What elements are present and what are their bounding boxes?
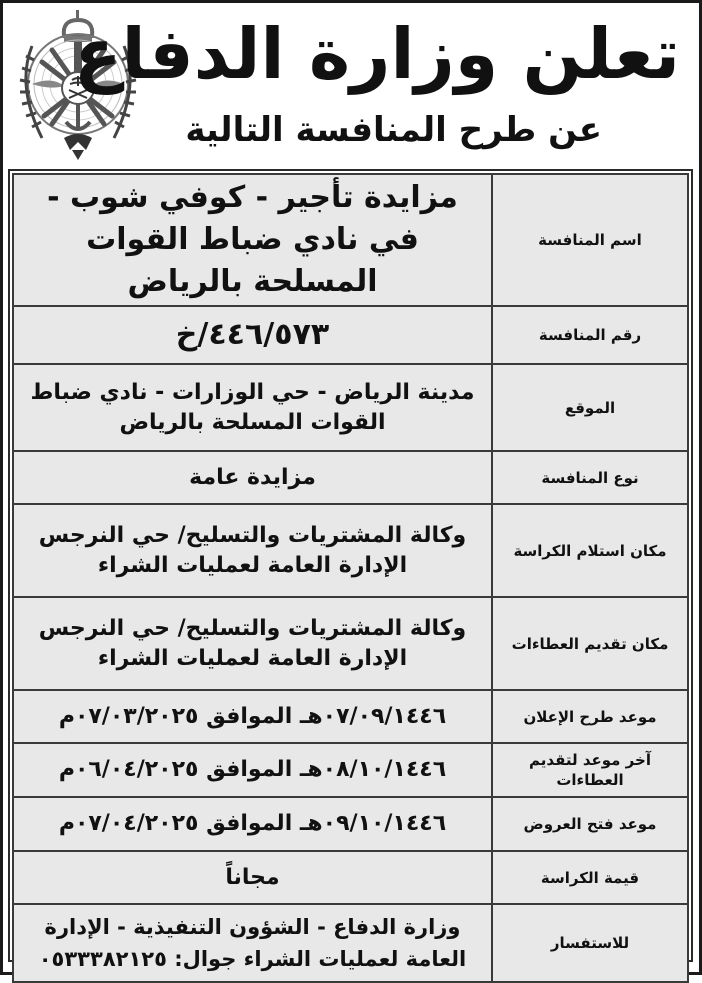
tender-table [12,173,689,983]
row-label: اسم المنافسة [492,174,688,306]
row-value: وكالة المشتريات والتسليح/ حي النرجس الإدارة العامة لعمليات الشراء [13,504,492,597]
row-label: موعد فتح العروض [492,797,688,851]
table-row-tender-number [13,306,688,364]
table-row-booklet-price [13,851,688,904]
table-row-location [13,364,688,451]
ad-header [0,0,702,168]
table-row-bid-deadline [13,743,688,797]
row-value: ٠٧/٠٩/١٤٤٦هـ الموافق ٠٧/٠٣/٢٠٢٥م [13,690,492,743]
row-value: وزارة الدفاع - الشؤون التنفيذية - الإدارة العامة لعمليات الشراء جوال: ٠٥٣٣٣٨٢١٢٥ [13,904,492,982]
row-label: آخر موعد لتقديم العطاءات [492,743,688,797]
row-value: مزايدة عامة [13,451,492,504]
table-row-tender-type [13,451,688,504]
page-subtitle: عن طرح المنافسة التالية [185,110,602,150]
row-label: قيمة الكراسة [492,851,688,904]
table-row-bid-submission-place [13,597,688,690]
page-title: تعلن وزارة الدفاع [73,13,680,95]
row-label: مكان استلام الكراسة [492,504,688,597]
row-value: مجاناً [13,851,492,904]
table-row-opening-date [13,797,688,851]
tender-details-table [8,169,693,971]
row-value: وكالة المشتريات والتسليح/ حي النرجس الإدارة العامة لعمليات الشراء [13,597,492,690]
table-row-announcement-date [13,690,688,743]
row-label: نوع المنافسة [492,451,688,504]
row-label: مكان تقديم العطاءات [492,597,688,690]
row-value: ٠٨/١٠/١٤٤٦هـ الموافق ٠٦/٠٤/٢٠٢٥م [13,743,492,797]
row-label: للاستفسار [492,904,688,982]
row-value: ٠٩/١٠/١٤٤٦هـ الموافق ٠٧/٠٤/٢٠٢٥م [13,797,492,851]
row-label: الموقع [492,364,688,451]
row-label: موعد طرح الإعلان [492,690,688,743]
row-value: مزايدة تأجير - كوفي شوب - في نادي ضباط القوات المسلحة بالرياض [13,174,492,306]
row-value: ٤٤٦/٥٧٣/خ [13,306,492,364]
row-value: مدينة الرياض - حي الوزارات - نادي ضباط القوات المسلحة بالرياض [13,364,492,451]
table-row-inquiry [13,904,688,982]
table-row-tender-name [13,174,688,306]
row-label: رقم المنافسة [492,306,688,364]
table-row-booklet-pickup [13,504,688,597]
